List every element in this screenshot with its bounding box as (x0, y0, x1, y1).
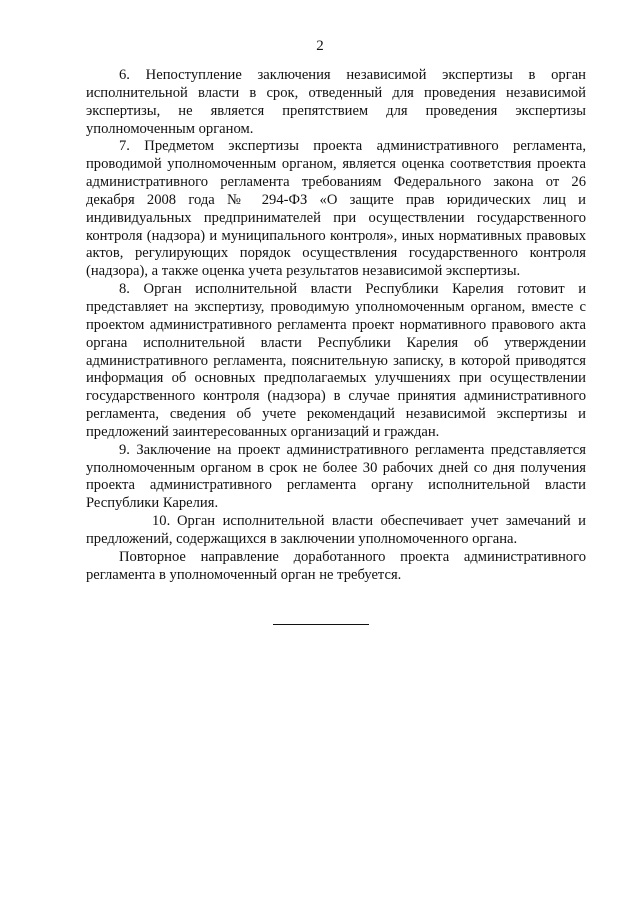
page-number: 2 (316, 38, 324, 54)
paragraph-6: 6. Непоступление заключения независимой экспертизы в орган исполнительной власти в срок, отведенный для проведения независимой экспертизы, не является препятствием для проведения экспертизы уполномоченным органом. (86, 67, 586, 137)
paragraph-10-continuation: Повторное направление доработанного проекта административного регламента в уполномоченный орган не требуется. (86, 548, 586, 583)
paragraph-10-text: Орган исполнительной власти обеспечивает учет замечаний и предложений, содержащихся в заключении уполномоченного органа. (86, 513, 586, 547)
document-body (86, 67, 586, 584)
paragraph-7: 7. Предметом экспертизы проекта административного регламента, проводимой уполномоченным органом, является оценка соответствия проекта административного регламента требованиям Федерального закона от 26 декабря 2008 года № 294-ФЗ «О защите прав юридических лиц и индивидуальных предпринимателей при осуществлении государственного контроля (надзора) и муниципального контроля», иных нормативных правовых актов, регулирующих порядок осуществления государственного контроля (надзора), а также оценка учета результатов независимой экспертизы. (86, 138, 586, 280)
end-divider-line (273, 624, 369, 625)
paragraph-9: 9. Заключение на проект административного регламента представляется уполномоченным органом в срок не более 30 рабочих дней со дня получения проекта административного регламента органу исполнительной власти Республики Карелия. (86, 441, 586, 512)
paragraph-10-number: 10. (152, 513, 171, 530)
paragraph-10 (86, 513, 586, 549)
paragraph-8: 8. Орган исполнительной власти Республики Карелия готовит и представляет на экспертизу, проводимую уполномоченным органом, вместе с проектом административного регламента проект нормативного правового акта органа исполнительной власти Республики Карелия об утверждении административного регламента, пояснительную записку, в которой приводятся информация об основных предполагаемых улучшениях при осуществлении государственного контроля (надзора) в случае принятия административного регламента, сведения об учете рекомендаций независимой экспертизы и предложений заинтересованных организаций и граждан. (86, 281, 586, 440)
